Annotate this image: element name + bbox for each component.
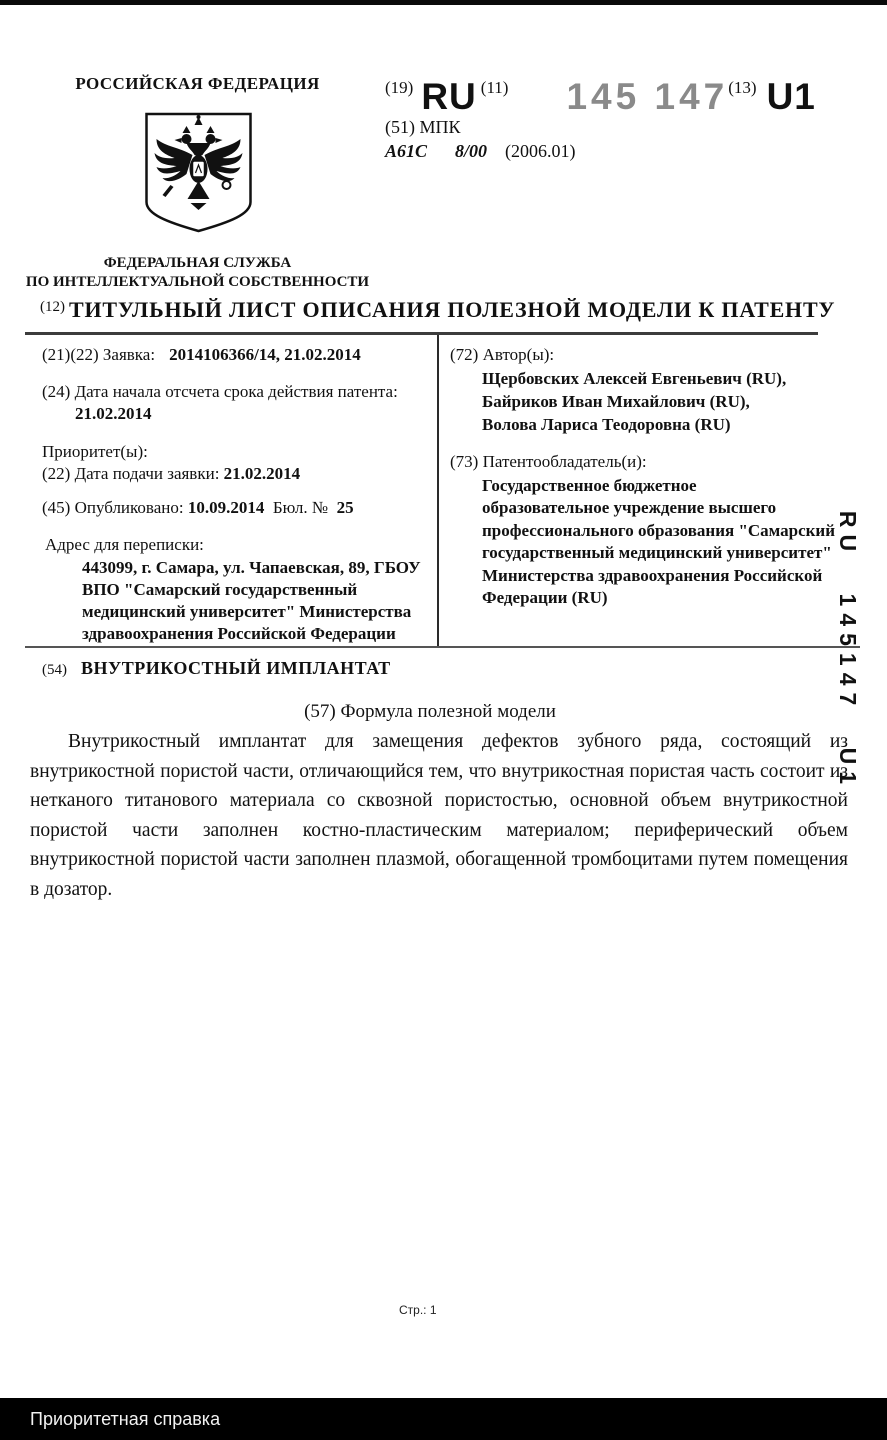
- holder-row: [482, 520, 835, 542]
- application-label: (21)(22) Заявка:: [42, 345, 156, 364]
- document-title-line: [40, 297, 870, 323]
- authority-name-line2: ПО ИНТЕЛЛЕКТУАЛЬНОЙ СОБСТВЕННОСТИ: [25, 274, 370, 290]
- holder-line-3: профессионального образования "Самарский: [482, 521, 836, 540]
- address-line: [82, 579, 357, 601]
- holder-label: (73) Патентообладатель(и):: [450, 452, 647, 471]
- kind-code: U1: [766, 76, 816, 117]
- inid-19-label: (19): [385, 78, 414, 97]
- filing-label: (22) Дата подачи заявки:: [42, 464, 220, 483]
- authority-name-line1: ФЕДЕРАЛЬНАЯ СЛУЖБА: [103, 255, 292, 271]
- address-line-4: здравоохранения Российской Федерации: [82, 624, 396, 643]
- inid-12-label: (12): [40, 299, 65, 315]
- address-label: Адрес для переписки:: [45, 535, 204, 554]
- published-value: 10.09.2014: [187, 498, 265, 517]
- title-divider: [25, 332, 818, 335]
- claims-heading: (57) Формула полезной модели: [304, 701, 556, 722]
- coat-of-arms-eagle-icon: [142, 110, 255, 236]
- holder-line-2: образовательное учреждение высшего: [482, 498, 777, 517]
- start-date-label: (24) Дата начала отсчета срока действия патента:: [42, 382, 398, 401]
- application-value: 2014106366/14, 21.02.2014: [169, 345, 361, 364]
- inid-11-label: (11): [480, 78, 509, 97]
- invention-title: ВНУТРИКОСТНЫЙ ИМПЛАНТАТ: [81, 658, 391, 678]
- application-row: [42, 344, 361, 366]
- inid-13-label: (13): [728, 78, 757, 97]
- country-name: РОССИЙСКАЯ ФЕДЕРАЦИЯ: [75, 74, 320, 93]
- published-label: (45) Опубликовано:: [42, 498, 184, 517]
- scan-top-edge: [0, 0, 887, 5]
- holder-row: [482, 497, 776, 519]
- author-2: Байриков Иван Михайлович (RU),: [482, 392, 750, 411]
- address-line: [82, 623, 396, 645]
- author-3: Волова Лариса Теодоровна (RU): [482, 415, 731, 434]
- holder-line-4: государственный медицинский университет": [482, 543, 832, 562]
- author-row: [482, 391, 750, 413]
- author-1: Щербовских Алексей Евгеньевич (RU),: [482, 369, 787, 388]
- address-line-3: медицинский университет" Министерства: [82, 602, 412, 621]
- start-date-bold: 21.02.2014: [75, 404, 152, 423]
- author-row: [482, 368, 786, 390]
- ipc-classification: [385, 141, 576, 162]
- inid-54-label: (54): [42, 662, 67, 678]
- address-line-1: 443099, г. Самара, ул. Чапаевская, 89, ГБОУ: [82, 558, 421, 577]
- publication-code-line: [385, 76, 816, 118]
- ipc-header: (51) МПК: [385, 117, 461, 137]
- section-divider: [25, 646, 860, 648]
- country-code: RU: [421, 76, 477, 117]
- author-row: [482, 414, 731, 436]
- priority-label: Приоритет(ы):: [42, 442, 148, 461]
- holder-row: [482, 542, 832, 564]
- published-row: [42, 497, 354, 519]
- document-title: ТИТУЛЬНЫЙ ЛИСТ ОПИСАНИЯ ПОЛЕЗНОЙ МОДЕЛИ К ПАТЕНТУ: [69, 297, 836, 322]
- address-line: [82, 601, 411, 623]
- holder-row: [482, 565, 822, 587]
- column-divider: [437, 335, 439, 646]
- holder-row: [482, 475, 697, 497]
- ipc-version: (2006.01): [505, 141, 576, 161]
- authors-label: (72) Автор(ы):: [450, 345, 555, 364]
- claims-text: Внутрикостный имплантат для замещения дефектов зубного ряда, состоящий из внутрикостной пористой части, отличающийся тем, что внутрикостная пористая часть состоит из нетканого титанового материала со сквозной пористостью, основной объем внутрикостной пористой части заполнен костно-пластическим материалом; периферический объем внутрикостной пористой части заполнен плазмой, обогащенной тромбоцитами путем помещения в дозатор.: [30, 731, 848, 900]
- holder-line-6: Федерации (RU): [482, 588, 608, 607]
- filing-value: 21.02.2014: [223, 464, 301, 483]
- holder-row: [482, 587, 608, 609]
- address-line-2: ВПО "Самарский государственный: [82, 580, 358, 599]
- viewer-bottom-bar: [0, 1398, 887, 1440]
- address-line: [82, 557, 421, 579]
- start-date-value: [75, 403, 152, 425]
- ipc-class: A61C: [385, 141, 428, 161]
- invention-title-row: [42, 658, 391, 679]
- ipc-subclass: 8/00: [455, 141, 488, 161]
- filing-date-row: [42, 463, 300, 485]
- holder-line-5: Министерства здравоохранения Российской: [482, 566, 823, 585]
- holder-line-1: Государственное бюджетное: [482, 476, 697, 495]
- bulletin-value: 25: [336, 498, 354, 517]
- document-number: 145 147: [566, 76, 729, 117]
- page-number: Стр.: 1: [399, 1303, 437, 1317]
- bottom-bar-label: Приоритетная справка: [30, 1408, 221, 1429]
- bulletin-label: Бюл. №: [272, 498, 329, 517]
- vertical-publication-code: RU 145147 U1: [835, 510, 861, 792]
